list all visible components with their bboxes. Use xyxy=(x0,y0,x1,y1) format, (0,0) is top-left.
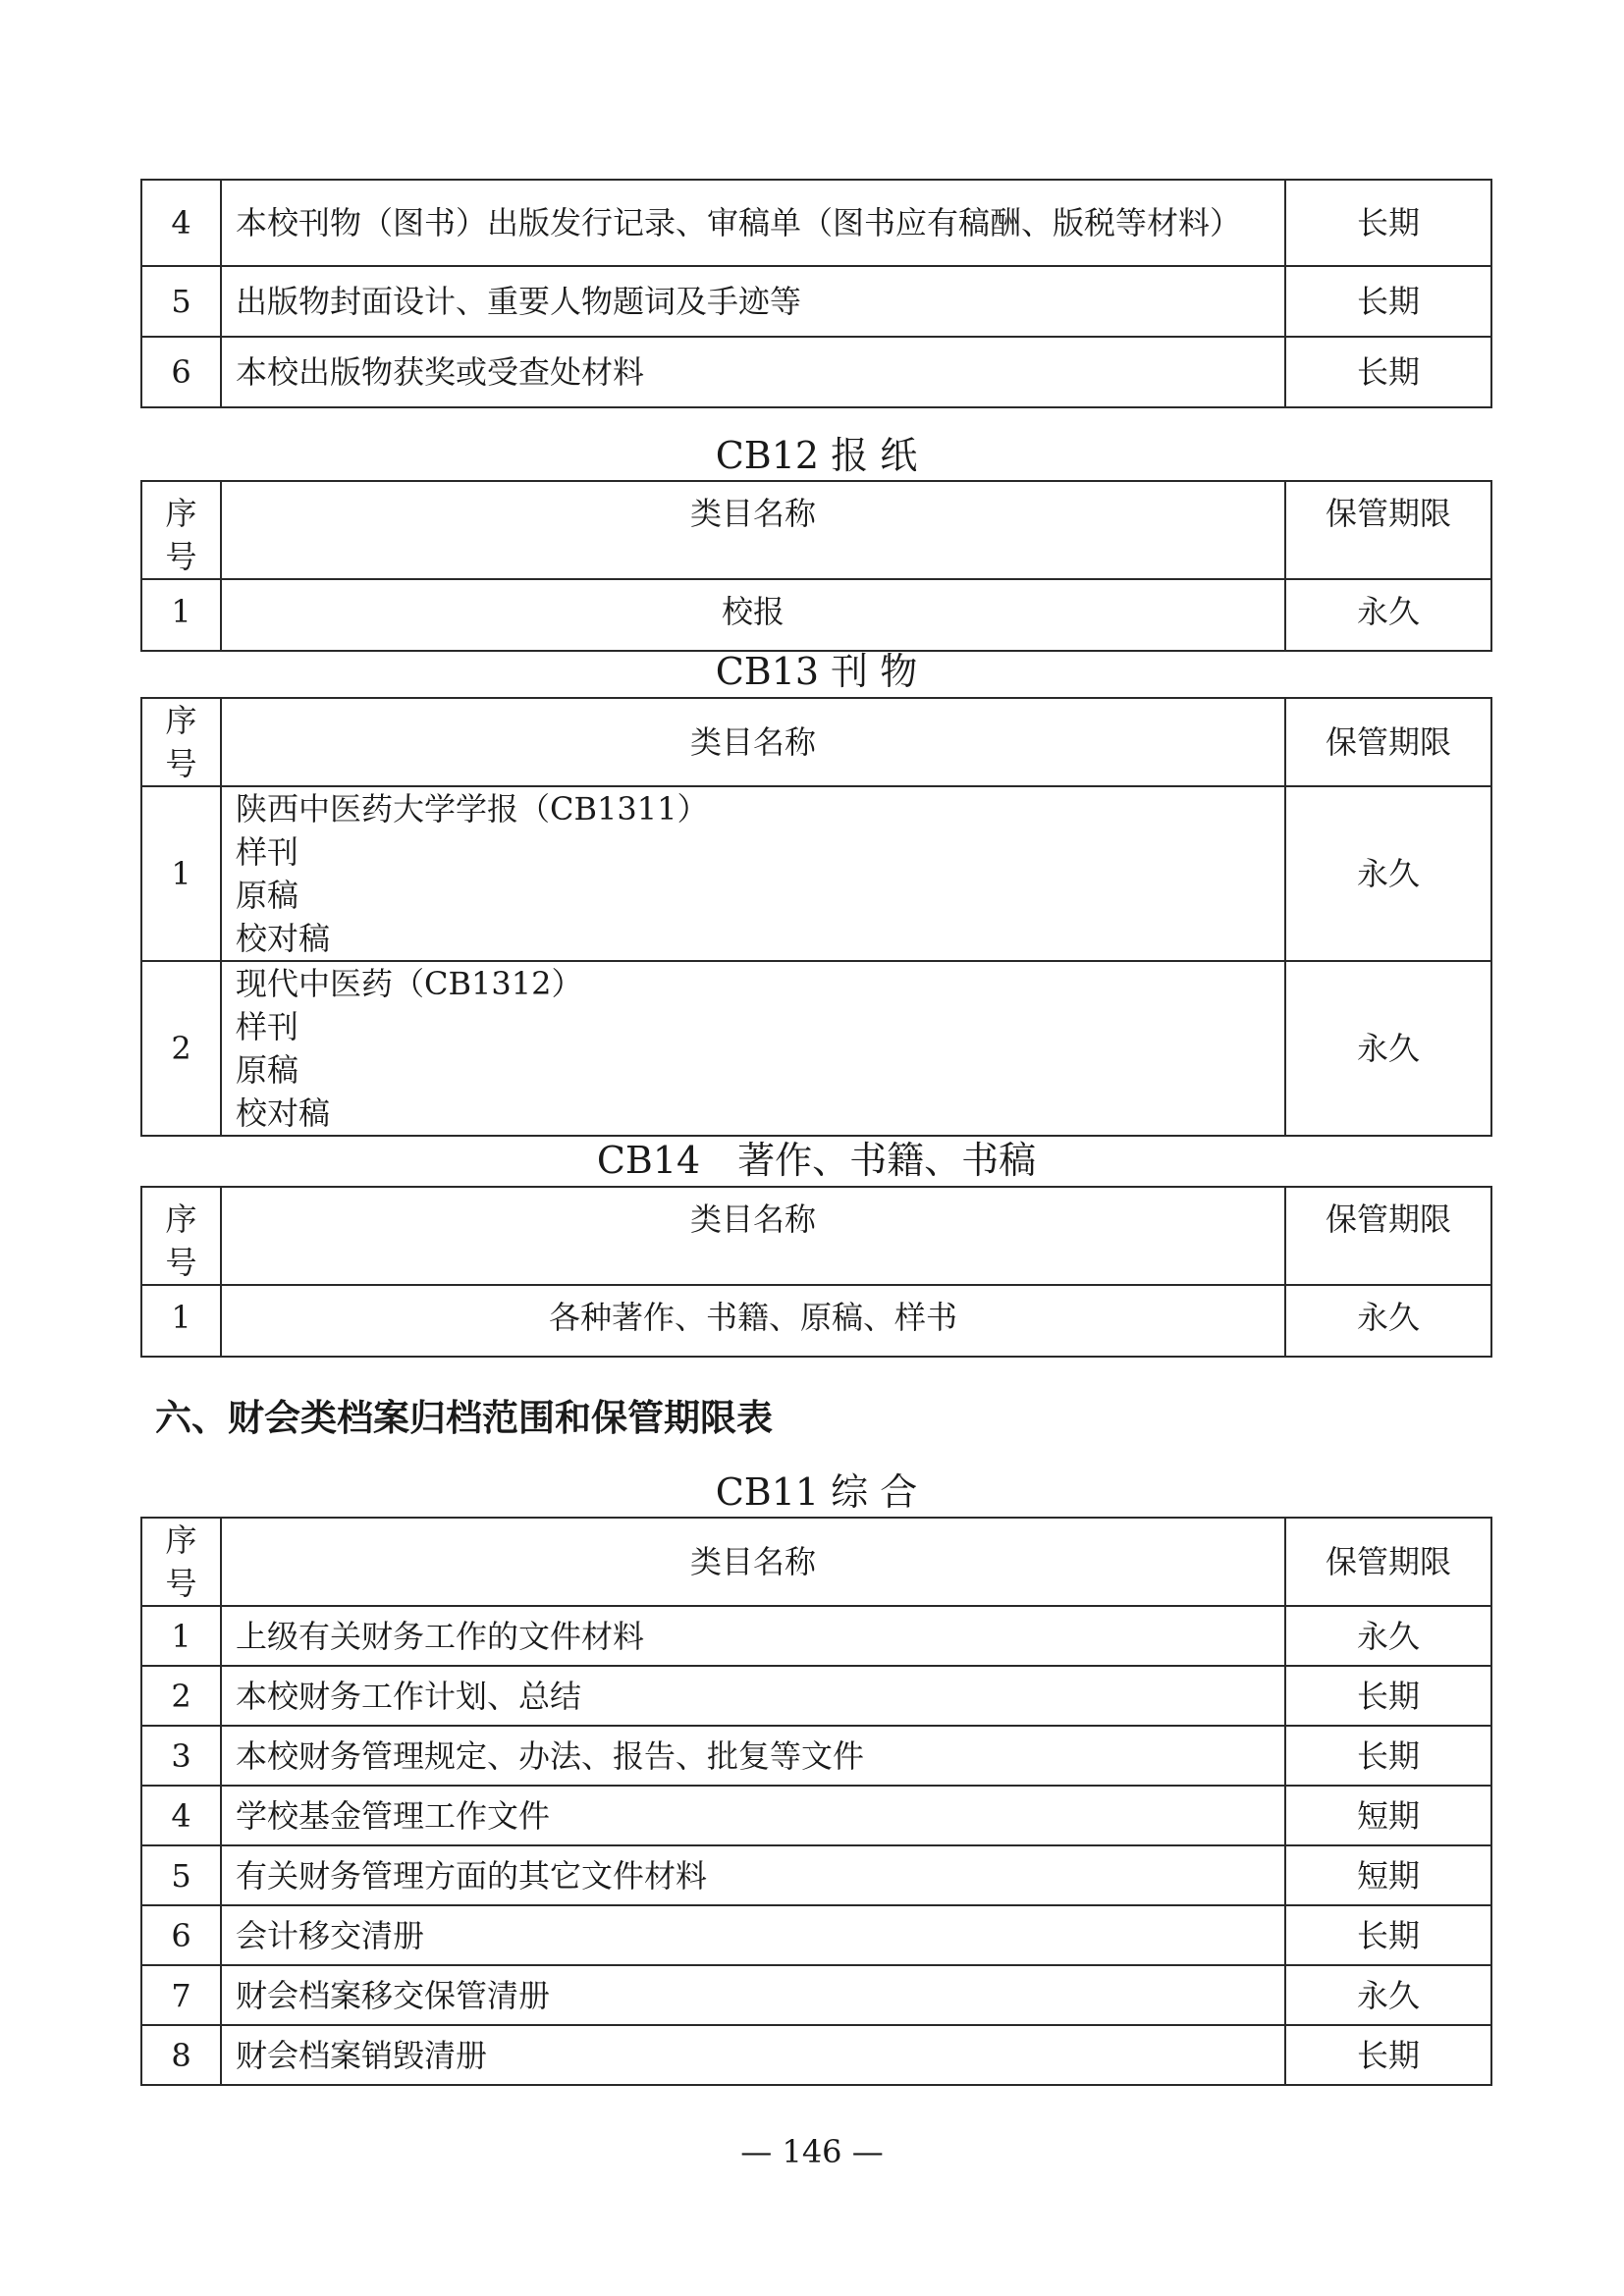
table-row xyxy=(141,1606,1491,1666)
header-period: 保管期限 xyxy=(1285,698,1491,786)
header-name: 类目名称 xyxy=(221,698,1285,786)
category-name: 校报 xyxy=(221,579,1285,651)
header-name: 类目名称 xyxy=(221,1187,1285,1285)
cb12-table xyxy=(140,480,1492,652)
row-number: 2 xyxy=(141,1666,221,1726)
category-line: 校对稿 xyxy=(236,1095,331,1132)
cb11-table xyxy=(140,1517,1492,2086)
row-number: 7 xyxy=(141,1965,221,2025)
category-line: 陕西中医药大学学报（CB1311） xyxy=(236,790,709,828)
continuation-table xyxy=(140,179,1492,408)
category-name: 有关财务管理方面的其它文件材料 xyxy=(221,1845,1285,1905)
row-number: 3 xyxy=(141,1726,221,1786)
retention-period: 长期 xyxy=(1285,266,1491,337)
category-name: 学校基金管理工作文件 xyxy=(221,1786,1285,1845)
retention-period: 短期 xyxy=(1285,1845,1491,1905)
row-number: 5 xyxy=(141,266,221,337)
header-no: 序号 xyxy=(141,1187,221,1285)
table-row xyxy=(141,337,1491,407)
category-name: 上级有关财务工作的文件材料 xyxy=(221,1606,1285,1666)
category-name: 财会档案移交保管清册 xyxy=(221,1965,1285,2025)
header-no: 序号 xyxy=(141,698,221,786)
table-title-cb14: CB14 著作、书籍、书稿 xyxy=(596,1139,1037,1182)
retention-period: 永久 xyxy=(1285,786,1491,961)
table-title-cb12: CB12 报 纸 xyxy=(715,434,918,477)
retention-period: 短期 xyxy=(1285,1786,1491,1845)
header-row xyxy=(141,1518,1491,1606)
cb14-table xyxy=(140,1186,1492,1358)
row-number: 2 xyxy=(141,961,221,1136)
category-name xyxy=(221,961,1285,1136)
table-row xyxy=(141,1285,1491,1357)
retention-period: 长期 xyxy=(1285,180,1491,266)
table-row xyxy=(141,180,1491,266)
retention-period: 永久 xyxy=(1285,961,1491,1136)
header-row xyxy=(141,698,1491,786)
header-name: 类目名称 xyxy=(221,1518,1285,1606)
table-title-cb11: CB11 综 合 xyxy=(715,1470,918,1514)
category-line: 现代中医药（CB1312） xyxy=(236,965,583,1002)
table-row xyxy=(141,266,1491,337)
header-row xyxy=(141,481,1491,579)
header-period: 保管期限 xyxy=(1285,1187,1491,1285)
row-number: 1 xyxy=(141,1285,221,1357)
row-number: 6 xyxy=(141,1905,221,1965)
page-number: — 146 — xyxy=(740,2133,884,2170)
table-title-cb13: CB13 刊 物 xyxy=(715,650,918,693)
category-name: 本校财务管理规定、办法、报告、批复等文件 xyxy=(221,1726,1285,1786)
section-heading: 六、财会类档案归档范围和保管期限表 xyxy=(155,1397,773,1439)
category-name: 财会档案销毁清册 xyxy=(221,2025,1285,2085)
retention-period: 永久 xyxy=(1285,1965,1491,2025)
table-row xyxy=(141,2025,1491,2085)
table-row xyxy=(141,961,1491,1136)
table-row xyxy=(141,1905,1491,1965)
retention-period: 永久 xyxy=(1285,1285,1491,1357)
cb13-table xyxy=(140,697,1492,1137)
header-no: 序号 xyxy=(141,481,221,579)
header-name: 类目名称 xyxy=(221,481,1285,579)
header-no: 序号 xyxy=(141,1518,221,1606)
table-row xyxy=(141,1786,1491,1845)
category-name: 出版物封面设计、重要人物题词及手迹等 xyxy=(221,266,1285,337)
header-period: 保管期限 xyxy=(1285,1518,1491,1606)
category-name: 本校刊物（图书）出版发行记录、审稿单（图书应有稿酬、版税等材料） xyxy=(221,180,1285,266)
retention-period: 长期 xyxy=(1285,1666,1491,1726)
header-period: 保管期限 xyxy=(1285,481,1491,579)
category-name: 本校财务工作计划、总结 xyxy=(221,1666,1285,1726)
category-name: 会计移交清册 xyxy=(221,1905,1285,1965)
retention-period: 永久 xyxy=(1285,579,1491,651)
row-number: 6 xyxy=(141,337,221,407)
row-number: 1 xyxy=(141,579,221,651)
table-row xyxy=(141,579,1491,651)
table-row xyxy=(141,1666,1491,1726)
table-row xyxy=(141,1965,1491,2025)
category-line: 原稿 xyxy=(236,1051,299,1089)
table-row xyxy=(141,786,1491,961)
row-number: 5 xyxy=(141,1845,221,1905)
retention-period: 长期 xyxy=(1285,2025,1491,2085)
category-name: 本校出版物获奖或受查处材料 xyxy=(221,337,1285,407)
row-number: 1 xyxy=(141,786,221,961)
category-line: 校对稿 xyxy=(236,920,331,957)
row-number: 1 xyxy=(141,1606,221,1666)
category-line: 样刊 xyxy=(236,833,299,871)
category-line: 原稿 xyxy=(236,877,299,914)
header-row xyxy=(141,1187,1491,1285)
retention-period: 长期 xyxy=(1285,1905,1491,1965)
category-name xyxy=(221,786,1285,961)
row-number: 4 xyxy=(141,180,221,266)
row-number: 4 xyxy=(141,1786,221,1845)
retention-period: 长期 xyxy=(1285,337,1491,407)
table-row xyxy=(141,1845,1491,1905)
category-line: 样刊 xyxy=(236,1008,299,1045)
table-row xyxy=(141,1726,1491,1786)
retention-period: 永久 xyxy=(1285,1606,1491,1666)
row-number: 8 xyxy=(141,2025,221,2085)
category-name: 各种著作、书籍、原稿、样书 xyxy=(221,1285,1285,1357)
retention-period: 长期 xyxy=(1285,1726,1491,1786)
